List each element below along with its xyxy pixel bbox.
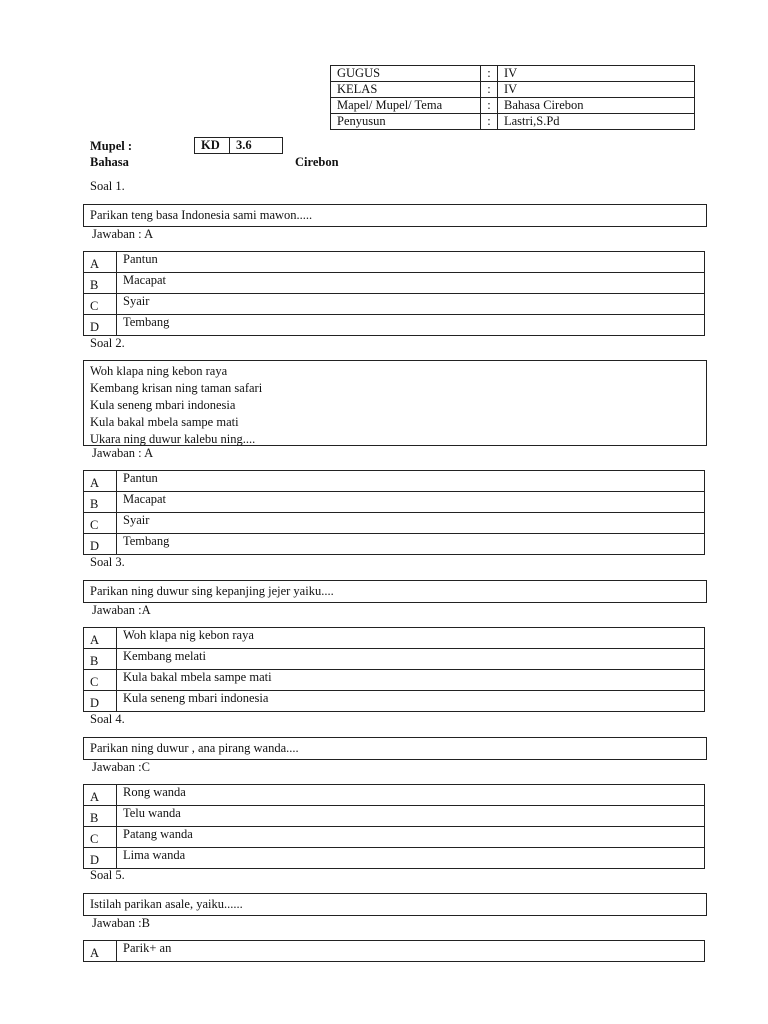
- poem-line: Kembang krisan ning taman safari: [90, 381, 263, 395]
- header-info-table: [330, 65, 695, 130]
- option-row: [84, 941, 705, 962]
- subject-cirebon: Cirebon: [295, 155, 339, 169]
- option-text: Kembang melati: [117, 649, 705, 670]
- option-text: Woh klapa nig kebon raya: [117, 628, 705, 649]
- question-title: Soal 3.: [90, 555, 125, 569]
- option-letter: D: [84, 534, 117, 555]
- header-label: KELAS: [331, 82, 481, 98]
- option-letter: C: [84, 670, 117, 691]
- option-row: [84, 513, 705, 534]
- option-text: Macapat: [117, 492, 705, 513]
- option-text: Syair: [117, 294, 705, 315]
- option-row: [84, 252, 705, 273]
- header-value: Lastri,S.Pd: [498, 114, 695, 130]
- option-text: Tembang: [117, 315, 705, 336]
- answer-key: Jawaban :A: [92, 603, 151, 617]
- question-title: Soal 2.: [90, 336, 125, 350]
- option-letter: B: [84, 492, 117, 513]
- table-row: [331, 114, 695, 130]
- options-table: [83, 627, 705, 712]
- question-box: Parikan teng basa Indonesia sami mawon.....: [83, 204, 707, 227]
- option-letter: A: [84, 628, 117, 649]
- question-box: Parikan ning duwur , ana pirang wanda....: [83, 737, 707, 760]
- options-table: [83, 251, 705, 336]
- question-title: Soal 5.: [90, 868, 125, 882]
- option-letter: B: [84, 273, 117, 294]
- option-text: Patang wanda: [117, 827, 705, 848]
- header-sep: :: [481, 98, 498, 114]
- option-text: Lima wanda: [117, 848, 705, 869]
- option-letter: B: [84, 806, 117, 827]
- option-letter: C: [84, 827, 117, 848]
- option-text: Kula bakal mbela sampe mati: [117, 670, 705, 691]
- option-row: [84, 628, 705, 649]
- option-row: [84, 649, 705, 670]
- poem-line: Kula bakal mbela sampe mati: [90, 415, 239, 429]
- option-text: Telu wanda: [117, 806, 705, 827]
- answer-key: Jawaban :C: [92, 760, 150, 774]
- option-text: Pantun: [117, 471, 705, 492]
- kd-value: 3.6: [230, 138, 283, 154]
- question-box: [83, 360, 707, 446]
- options-table: [83, 470, 705, 555]
- subject-bahasa: Bahasa: [90, 155, 129, 169]
- header-label: Mapel/ Mupel/ Tema: [331, 98, 481, 114]
- poem-line: Woh klapa ning kebon raya: [90, 364, 228, 378]
- option-text: Pantun: [117, 252, 705, 273]
- option-row: [84, 471, 705, 492]
- header-value: IV: [498, 66, 695, 82]
- table-row: [331, 98, 695, 114]
- option-text: Tembang: [117, 534, 705, 555]
- question-box: Istilah parikan asale, yaiku......: [83, 893, 707, 916]
- header-sep: :: [481, 66, 498, 82]
- option-row: [84, 670, 705, 691]
- option-letter: B: [84, 649, 117, 670]
- question-title: Soal 4.: [90, 712, 125, 726]
- option-letter: A: [84, 941, 117, 962]
- mupel-label: Mupel :: [90, 139, 133, 153]
- header-sep: :: [481, 114, 498, 130]
- options-table: [83, 784, 705, 869]
- option-row: [84, 848, 705, 869]
- option-letter: A: [84, 785, 117, 806]
- question-title: Soal 1.: [90, 179, 125, 193]
- option-row: [84, 827, 705, 848]
- table-row: [331, 82, 695, 98]
- options-table: [83, 940, 705, 962]
- header-label: GUGUS: [331, 66, 481, 82]
- answer-key: Jawaban : A: [92, 446, 154, 460]
- option-letter: C: [84, 513, 117, 534]
- header-value: IV: [498, 82, 695, 98]
- header-sep: :: [481, 82, 498, 98]
- option-row: [84, 294, 705, 315]
- answer-key: Jawaban : A: [92, 227, 154, 241]
- option-text: Kula seneng mbari indonesia: [117, 691, 705, 712]
- option-row: [84, 691, 705, 712]
- question-box: Parikan ning duwur sing kepanjing jejer yaiku....: [83, 580, 707, 603]
- table-row: [331, 66, 695, 82]
- option-letter: A: [84, 471, 117, 492]
- answer-key: Jawaban :B: [92, 916, 150, 930]
- kd-label: KD: [195, 138, 230, 154]
- header-label: Penyusun: [331, 114, 481, 130]
- option-row: [84, 785, 705, 806]
- option-letter: D: [84, 315, 117, 336]
- option-text: Syair: [117, 513, 705, 534]
- option-letter: D: [84, 691, 117, 712]
- poem-line: Kula seneng mbari indonesia: [90, 398, 236, 412]
- option-letter: C: [84, 294, 117, 315]
- kd-table: [194, 137, 283, 154]
- option-text: Rong wanda: [117, 785, 705, 806]
- poem-line: Ukara ning duwur kalebu ning....: [90, 432, 256, 446]
- option-letter: A: [84, 252, 117, 273]
- option-row: [84, 534, 705, 555]
- option-letter: D: [84, 848, 117, 869]
- option-row: [84, 273, 705, 294]
- option-row: [84, 492, 705, 513]
- option-row: [84, 806, 705, 827]
- option-text: Parik+ an: [117, 941, 705, 962]
- option-text: Macapat: [117, 273, 705, 294]
- option-row: [84, 315, 705, 336]
- header-value: Bahasa Cirebon: [498, 98, 695, 114]
